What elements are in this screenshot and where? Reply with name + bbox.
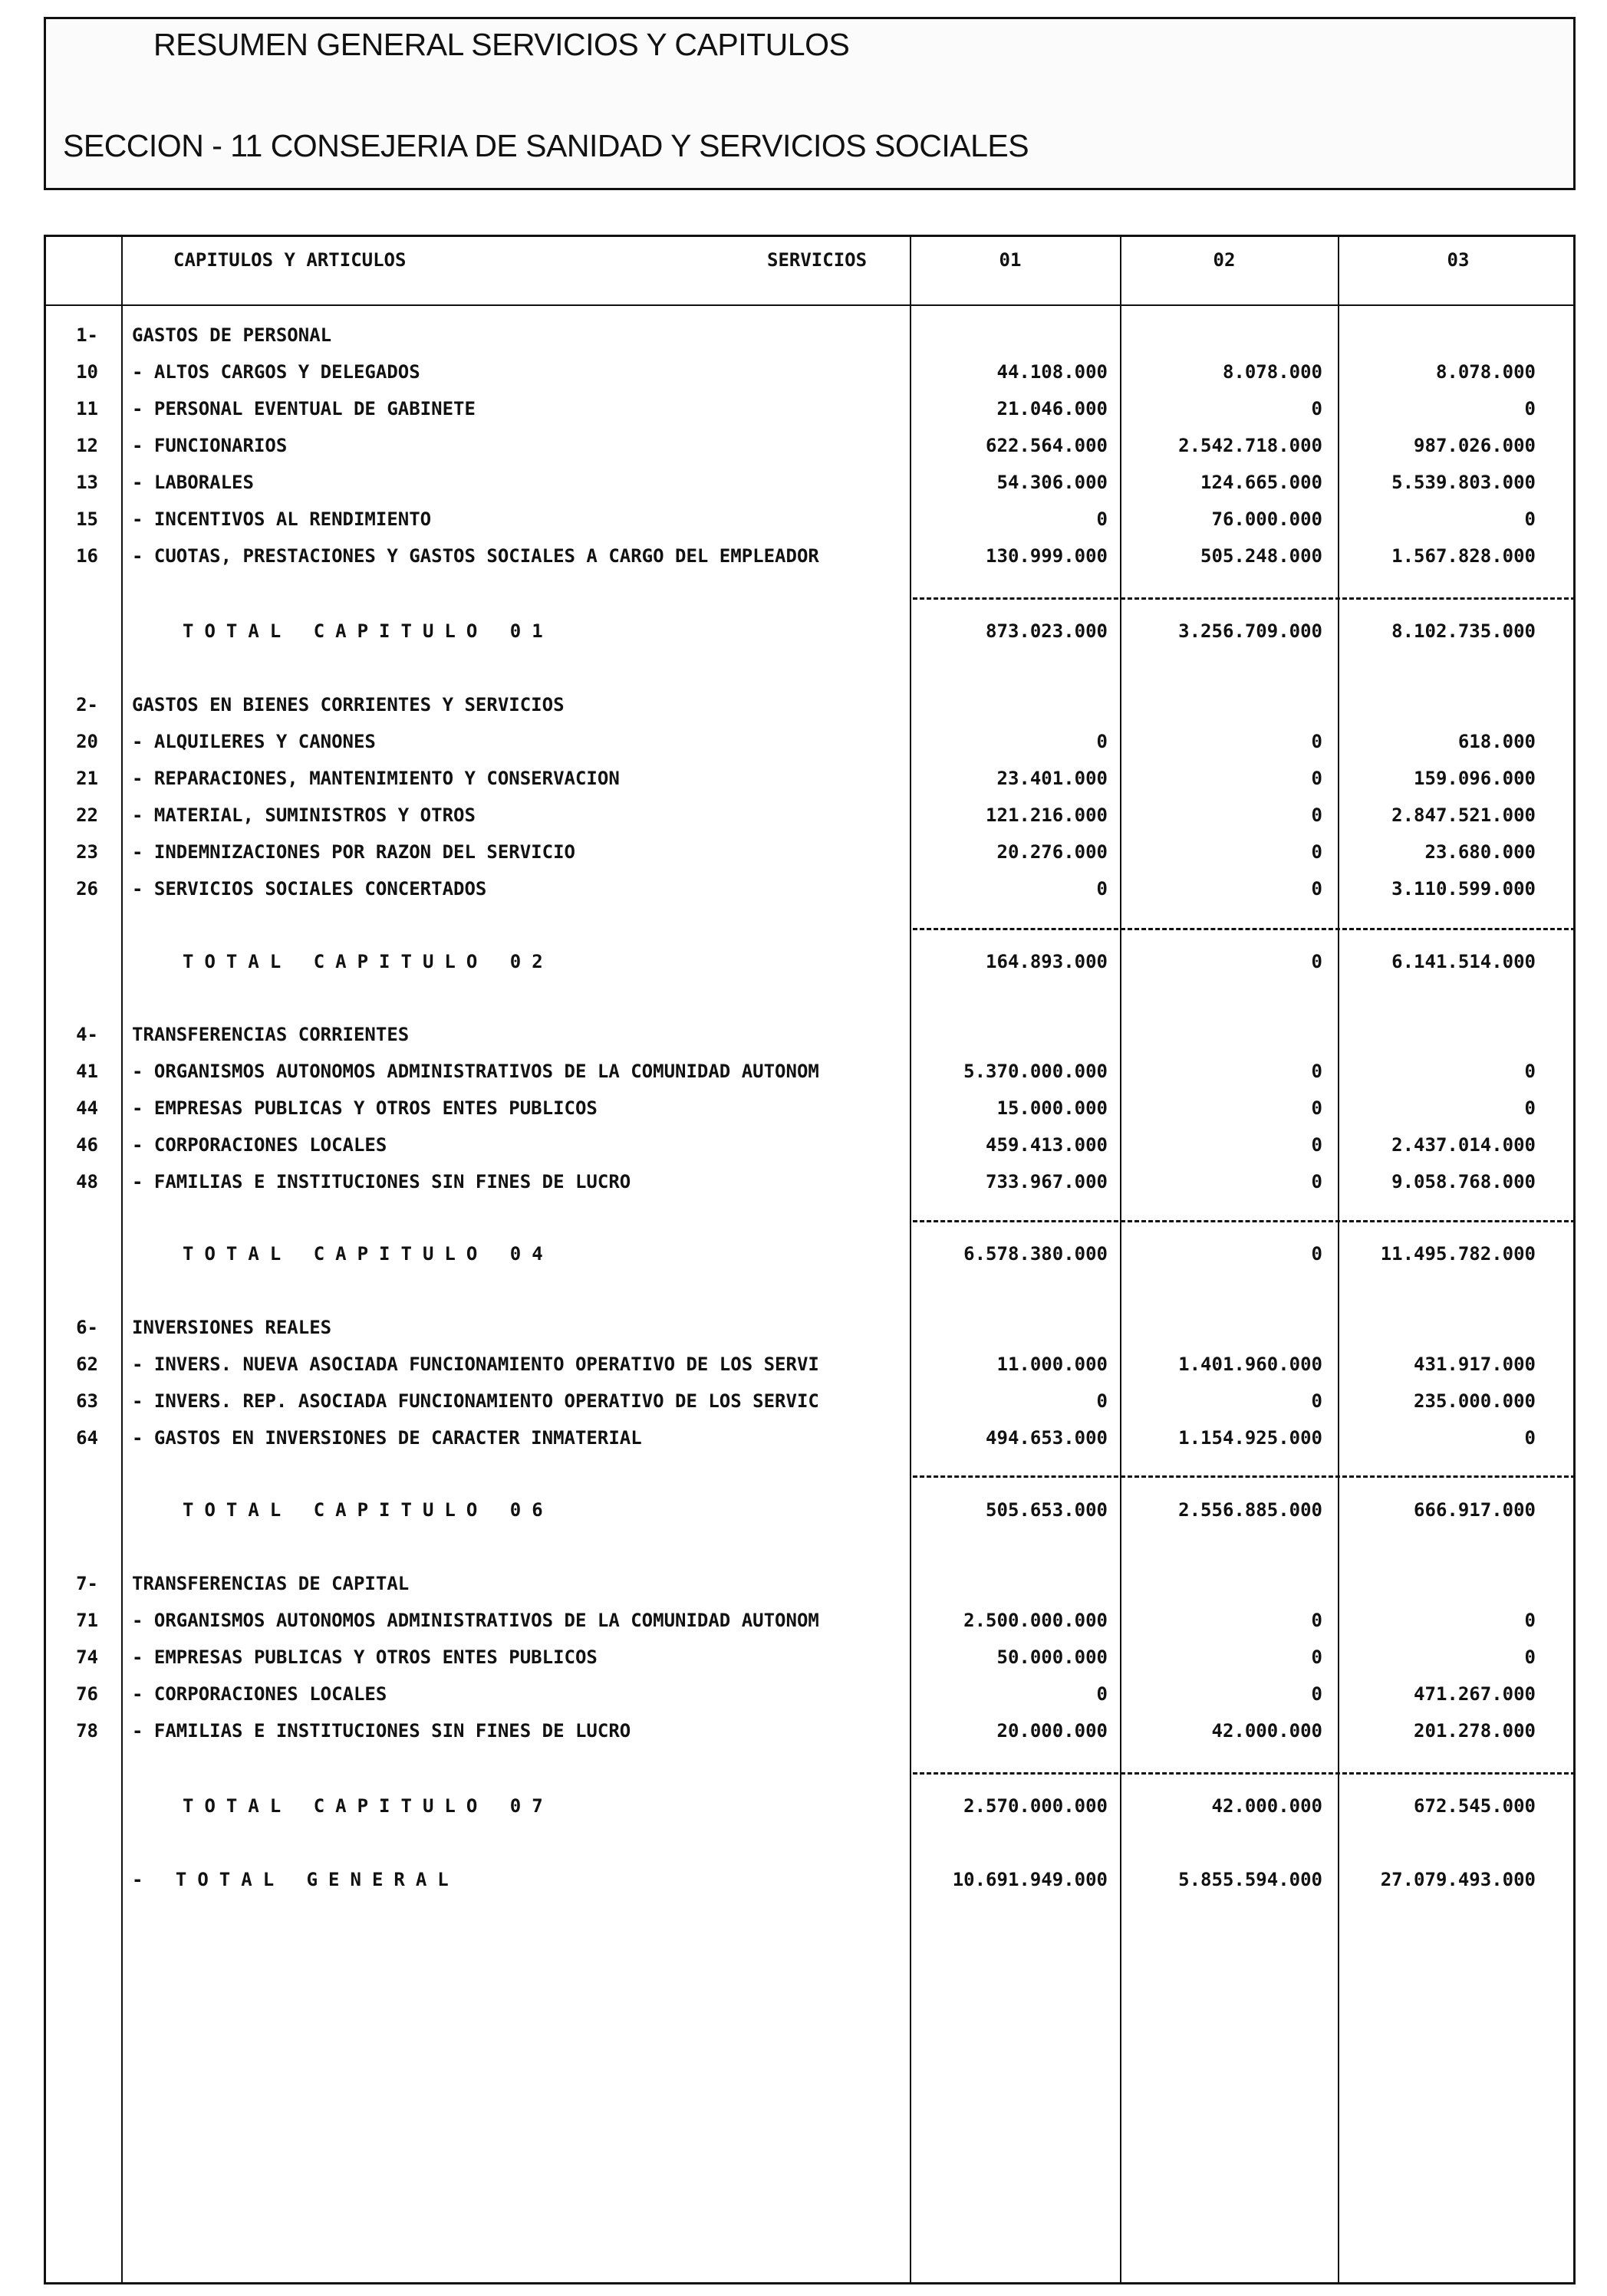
row-value-03: 471.267.000 xyxy=(1414,1683,1536,1705)
row-code: 63 xyxy=(76,1390,98,1412)
row-desc: TRANSFERENCIAS DE CAPITAL xyxy=(132,1573,410,1594)
row-code: 21 xyxy=(76,768,98,789)
total-value-01: 164.893.000 xyxy=(986,951,1108,972)
row-value-01: 11.000.000 xyxy=(996,1354,1108,1375)
row-value-03: 0 xyxy=(1524,508,1536,530)
row-value-02: 0 xyxy=(1311,1646,1322,1668)
row-value-03: 0 xyxy=(1524,1427,1536,1449)
table-row xyxy=(0,508,1607,536)
row-code: 15 xyxy=(76,508,98,530)
row-value-02: 0 xyxy=(1311,768,1322,789)
table-row xyxy=(0,1646,1607,1674)
table-row xyxy=(0,1171,1607,1199)
row-value-02: 0 xyxy=(1311,841,1322,863)
row-code: 4- xyxy=(76,1024,98,1045)
row-value-02: 0 xyxy=(1311,731,1322,752)
row-desc: - REPARACIONES, MANTENIMIENTO Y CONSERVACION xyxy=(132,768,620,789)
row-desc: - CORPORACIONES LOCALES xyxy=(132,1683,387,1705)
row-value-03: 2.847.521.000 xyxy=(1391,804,1536,826)
row-desc: - ORGANISMOS AUTONOMOS ADMINISTRATIVOS DE LA COMUNIDAD AUTONOM xyxy=(132,1610,819,1631)
row-value-01: 494.653.000 xyxy=(986,1427,1108,1449)
grand-total-label: - TOTAL GENERAL xyxy=(132,1869,459,1890)
row-value-01: 130.999.000 xyxy=(986,545,1108,567)
total-value-01: 6.578.380.000 xyxy=(963,1243,1108,1265)
total-label: TOTAL CAPITULO 06 xyxy=(183,1499,554,1521)
row-value-03: 0 xyxy=(1524,1610,1536,1631)
header-servicios: SERVICIOS xyxy=(767,249,868,271)
row-value-02: 1.401.960.000 xyxy=(1178,1354,1322,1375)
row-value-01: 459.413.000 xyxy=(986,1134,1108,1156)
row-value-01: 50.000.000 xyxy=(996,1646,1108,1668)
total-row xyxy=(0,620,1607,648)
total-value-02: 0 xyxy=(1311,951,1322,972)
row-desc: GASTOS DE PERSONAL xyxy=(132,324,332,346)
row-code: 12 xyxy=(76,435,98,456)
table-row xyxy=(0,768,1607,795)
table-row xyxy=(0,1024,1607,1051)
total-value-03: 11.495.782.000 xyxy=(1380,1243,1536,1265)
row-desc: - PERSONAL EVENTUAL DE GABINETE xyxy=(132,398,476,419)
row-desc: - ALTOS CARGOS Y DELEGADOS xyxy=(132,361,420,383)
table-row xyxy=(0,1573,1607,1600)
row-value-03: 201.278.000 xyxy=(1414,1720,1536,1742)
row-code: 78 xyxy=(76,1720,98,1742)
row-value-01: 2.500.000.000 xyxy=(963,1610,1108,1631)
row-desc: GASTOS EN BIENES CORRIENTES Y SERVICIOS xyxy=(132,694,565,715)
row-desc: - FUNCIONARIOS xyxy=(132,435,288,456)
row-value-01: 44.108.000 xyxy=(996,361,1108,383)
grand-total-value-01: 10.691.949.000 xyxy=(952,1869,1108,1890)
total-row xyxy=(0,1243,1607,1271)
row-value-03: 0 xyxy=(1524,398,1536,419)
row-code: 22 xyxy=(76,804,98,826)
row-value-03: 431.917.000 xyxy=(1414,1354,1536,1375)
row-value-03: 0 xyxy=(1524,1061,1536,1082)
row-desc: - INVERS. NUEVA ASOCIADA FUNCIONAMIENTO OPERATIVO DE LOS SERVI xyxy=(132,1354,819,1375)
header-rule xyxy=(44,304,1576,306)
row-value-02: 42.000.000 xyxy=(1211,1720,1322,1742)
row-desc: - ALQUILERES Y CANONES xyxy=(132,731,376,752)
row-value-03: 3.110.599.000 xyxy=(1391,878,1536,900)
table-row xyxy=(0,1683,1607,1711)
row-desc: - INCENTIVOS AL RENDIMIENTO xyxy=(132,508,432,530)
row-value-01: 0 xyxy=(1096,1390,1108,1412)
row-value-02: 0 xyxy=(1311,1683,1322,1705)
row-code: 6- xyxy=(76,1317,98,1338)
total-label: TOTAL CAPITULO 07 xyxy=(183,1795,554,1817)
total-row xyxy=(0,951,1607,979)
row-code: 20 xyxy=(76,731,98,752)
table-row xyxy=(0,841,1607,869)
table-row xyxy=(0,1610,1607,1637)
total-row xyxy=(0,1499,1607,1527)
subtotal-rule xyxy=(913,1220,1576,1222)
row-code: 46 xyxy=(76,1134,98,1156)
table-row xyxy=(0,1720,1607,1748)
row-value-01: 20.000.000 xyxy=(996,1720,1108,1742)
row-desc: - ORGANISMOS AUTONOMOS ADMINISTRATIVOS DE LA COMUNIDAD AUTONOM xyxy=(132,1061,819,1082)
row-value-02: 124.665.000 xyxy=(1200,472,1322,493)
row-code: 7- xyxy=(76,1573,98,1594)
row-value-03: 5.539.803.000 xyxy=(1391,472,1536,493)
row-desc: - FAMILIAS E INSTITUCIONES SIN FINES DE LUCRO xyxy=(132,1720,631,1742)
total-value-03: 672.545.000 xyxy=(1414,1795,1536,1817)
subtotal-rule xyxy=(913,1475,1576,1478)
total-value-02: 3.256.709.000 xyxy=(1178,620,1322,642)
row-value-02: 0 xyxy=(1311,398,1322,419)
table-row xyxy=(0,545,1607,573)
row-value-02: 1.154.925.000 xyxy=(1178,1427,1322,1449)
row-value-01: 0 xyxy=(1096,878,1108,900)
table-row xyxy=(0,398,1607,426)
row-value-03: 987.026.000 xyxy=(1414,435,1536,456)
row-value-02: 0 xyxy=(1311,1134,1322,1156)
row-desc: - CUOTAS, PRESTACIONES Y GASTOS SOCIALES A CARGO DEL EMPLEADOR xyxy=(132,545,819,567)
table-row xyxy=(0,435,1607,462)
total-row xyxy=(0,1795,1607,1823)
row-value-01: 5.370.000.000 xyxy=(963,1061,1108,1082)
row-desc: - INVERS. REP. ASOCIADA FUNCIONAMIENTO OPERATIVO DE LOS SERVIC xyxy=(132,1390,819,1412)
row-value-02: 0 xyxy=(1311,1061,1322,1082)
subtotal-rule xyxy=(913,597,1576,600)
row-code: 71 xyxy=(76,1610,98,1631)
total-label: TOTAL CAPITULO 04 xyxy=(183,1243,554,1265)
total-value-02: 0 xyxy=(1311,1243,1322,1265)
row-value-02: 0 xyxy=(1311,1171,1322,1192)
table-row xyxy=(0,1061,1607,1088)
report-title: RESUMEN GENERAL SERVICIOS Y CAPITULOS xyxy=(153,27,850,62)
table-row xyxy=(0,324,1607,352)
table-row xyxy=(0,1097,1607,1125)
row-code: 44 xyxy=(76,1097,98,1119)
row-code: 74 xyxy=(76,1646,98,1668)
row-value-03: 9.058.768.000 xyxy=(1391,1171,1536,1192)
row-code: 48 xyxy=(76,1171,98,1192)
total-value-02: 42.000.000 xyxy=(1211,1795,1322,1817)
subtotal-rule xyxy=(913,1772,1576,1775)
row-code: 13 xyxy=(76,472,98,493)
grand-total-value-02: 5.855.594.000 xyxy=(1178,1869,1322,1890)
row-value-03: 235.000.000 xyxy=(1414,1390,1536,1412)
row-value-01: 733.967.000 xyxy=(986,1171,1108,1192)
table-row xyxy=(0,1427,1607,1455)
row-value-03: 2.437.014.000 xyxy=(1391,1134,1536,1156)
row-value-01: 20.276.000 xyxy=(996,841,1108,863)
row-desc: - EMPRESAS PUBLICAS Y OTROS ENTES PUBLICOS xyxy=(132,1097,598,1119)
row-code: 2- xyxy=(76,694,98,715)
row-desc: - CORPORACIONES LOCALES xyxy=(132,1134,387,1156)
table-row xyxy=(0,1390,1607,1418)
report-header xyxy=(44,17,1576,190)
row-value-02: 0 xyxy=(1311,878,1322,900)
row-value-02: 0 xyxy=(1311,1610,1322,1631)
total-value-03: 8.102.735.000 xyxy=(1391,620,1536,642)
row-value-02: 2.542.718.000 xyxy=(1178,435,1322,456)
row-value-01: 622.564.000 xyxy=(986,435,1108,456)
row-value-02: 0 xyxy=(1311,804,1322,826)
row-code: 64 xyxy=(76,1427,98,1449)
total-value-01: 873.023.000 xyxy=(986,620,1108,642)
row-value-01: 15.000.000 xyxy=(996,1097,1108,1119)
row-code: 11 xyxy=(76,398,98,419)
table-row xyxy=(0,1317,1607,1344)
grand-total-value-03: 27.079.493.000 xyxy=(1380,1869,1536,1890)
row-code: 26 xyxy=(76,878,98,900)
row-value-03: 618.000 xyxy=(1457,731,1536,752)
row-value-01: 21.046.000 xyxy=(996,398,1108,419)
total-value-01: 505.653.000 xyxy=(986,1499,1108,1521)
table-row xyxy=(0,1134,1607,1162)
row-value-01: 121.216.000 xyxy=(986,804,1108,826)
table-row xyxy=(0,878,1607,906)
row-value-03: 8.078.000 xyxy=(1435,361,1536,383)
row-desc: - FAMILIAS E INSTITUCIONES SIN FINES DE LUCRO xyxy=(132,1171,631,1192)
row-value-02: 505.248.000 xyxy=(1200,545,1322,567)
row-desc: - INDEMNIZACIONES POR RAZON DEL SERVICIO xyxy=(132,841,575,863)
row-code: 41 xyxy=(76,1061,98,1082)
row-code: 62 xyxy=(76,1354,98,1375)
row-value-01: 0 xyxy=(1096,1683,1108,1705)
row-code: 10 xyxy=(76,361,98,383)
row-value-03: 159.096.000 xyxy=(1414,768,1536,789)
row-code: 1- xyxy=(76,324,98,346)
row-desc: - EMPRESAS PUBLICAS Y OTROS ENTES PUBLICOS xyxy=(132,1646,598,1668)
header-col-02: 02 xyxy=(1213,249,1236,271)
row-value-03: 0 xyxy=(1524,1097,1536,1119)
row-value-03: 23.680.000 xyxy=(1424,841,1536,863)
total-value-03: 666.917.000 xyxy=(1414,1499,1536,1521)
row-value-02: 8.078.000 xyxy=(1222,361,1322,383)
row-value-01: 54.306.000 xyxy=(996,472,1108,493)
total-label: TOTAL CAPITULO 02 xyxy=(183,951,554,972)
row-value-01: 0 xyxy=(1096,731,1108,752)
header-col-03: 03 xyxy=(1447,249,1470,271)
row-value-03: 0 xyxy=(1524,1646,1536,1668)
section-title: SECCION - 11 CONSEJERIA DE SANIDAD Y SERVICIOS SOCIALES xyxy=(63,128,1029,163)
grand-total-row xyxy=(0,1869,1607,1896)
total-label: TOTAL CAPITULO 01 xyxy=(183,620,554,642)
row-desc: - MATERIAL, SUMINISTROS Y OTROS xyxy=(132,804,476,826)
row-value-03: 1.567.828.000 xyxy=(1391,545,1536,567)
table-row xyxy=(0,694,1607,722)
row-value-02: 76.000.000 xyxy=(1211,508,1322,530)
table-row xyxy=(0,1354,1607,1381)
row-value-01: 23.401.000 xyxy=(996,768,1108,789)
total-value-02: 2.556.885.000 xyxy=(1178,1499,1322,1521)
total-value-01: 2.570.000.000 xyxy=(963,1795,1108,1817)
table-row xyxy=(0,731,1607,758)
table-row xyxy=(0,804,1607,832)
total-value-03: 6.141.514.000 xyxy=(1391,951,1536,972)
row-desc: - LABORALES xyxy=(132,472,254,493)
row-code: 76 xyxy=(76,1683,98,1705)
row-value-02: 0 xyxy=(1311,1390,1322,1412)
table-row xyxy=(0,361,1607,389)
row-desc: INVERSIONES REALES xyxy=(132,1317,332,1338)
header-capitulos: CAPITULOS Y ARTICULOS xyxy=(173,249,407,271)
row-code: 16 xyxy=(76,545,98,567)
header-col-01: 01 xyxy=(999,249,1022,271)
table-row xyxy=(0,472,1607,499)
row-value-02: 0 xyxy=(1311,1097,1322,1119)
subtotal-rule xyxy=(913,928,1576,930)
row-desc: TRANSFERENCIAS CORRIENTES xyxy=(132,1024,410,1045)
row-desc: - GASTOS EN INVERSIONES DE CARACTER INMATERIAL xyxy=(132,1427,642,1449)
row-code: 23 xyxy=(76,841,98,863)
row-desc: - SERVICIOS SOCIALES CONCERTADOS xyxy=(132,878,487,900)
row-value-01: 0 xyxy=(1096,508,1108,530)
